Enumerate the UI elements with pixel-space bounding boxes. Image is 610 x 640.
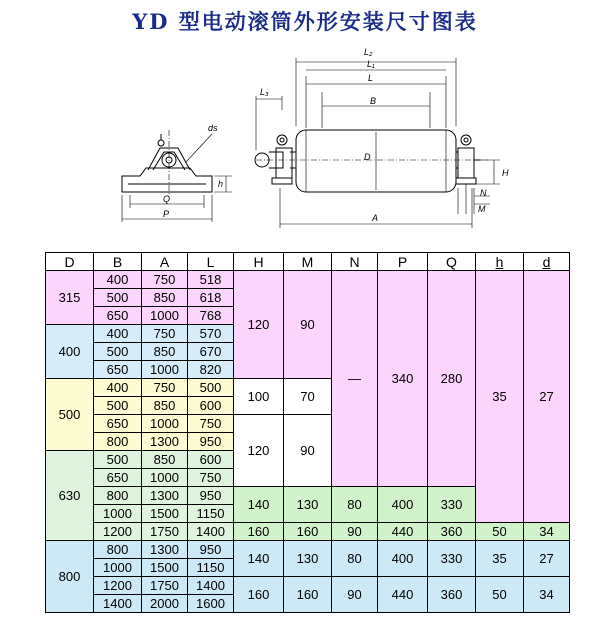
cell-B: 1400 [94,595,142,613]
cell-M: 90 [284,271,332,379]
cell-B: 650 [94,469,142,487]
cell-B: 650 [94,307,142,325]
cell-M: 160 [284,577,332,613]
cell-A: 1500 [142,559,188,577]
cell-A: 1500 [142,505,188,523]
cell-L: 570 [188,325,234,343]
cell-L: 618 [188,289,234,307]
label-M: M [478,204,486,214]
cell-L: 600 [188,451,234,469]
column-header: Q [428,253,476,271]
cell-B: 800 [94,433,142,451]
cell-D: 630 [46,451,94,541]
cell-A: 850 [142,289,188,307]
cell-B: 1200 [94,523,142,541]
cell-B: 500 [94,397,142,415]
cell-d: 27 [524,541,570,577]
cell-M: 90 [284,415,332,487]
column-header: M [284,253,332,271]
cell-A: 1300 [142,541,188,559]
cell-D: 400 [46,325,94,379]
column-header: N [332,253,378,271]
cell-H: 140 [234,487,284,523]
cell-N: 90 [332,577,378,613]
column-header: H [234,253,284,271]
cell-B: 1000 [94,559,142,577]
cell-Q: 330 [428,487,476,523]
cell-M: 160 [284,523,332,541]
cell-A: 850 [142,343,188,361]
cell-P: 440 [378,523,428,541]
column-header: d [524,253,570,271]
cell-A: 1000 [142,469,188,487]
cell-B: 800 [94,541,142,559]
table-row [46,541,570,559]
column-header: P [378,253,428,271]
cell-M: 130 [284,541,332,577]
cell-D: 500 [46,379,94,451]
cell-B: 500 [94,289,142,307]
cell-N: 80 [332,541,378,577]
cell-A: 1300 [142,433,188,451]
cell-Q: 330 [428,541,476,577]
cell-L: 750 [188,469,234,487]
cell-A: 750 [142,325,188,343]
cell-B: 1200 [94,577,142,595]
cell-P: 340 [378,271,428,487]
label-ds: ds [208,123,218,133]
end-view-drawing [122,130,232,222]
label-h: h [218,179,224,189]
label-P: P [163,209,170,219]
label-A: A [372,213,379,223]
label-L: L [368,73,374,83]
label-L1: L₁ [367,59,375,69]
cell-h: 50 [476,523,524,541]
cell-L: 500 [188,379,234,397]
label-Q: Q [163,194,171,204]
cell-L: 768 [188,307,234,325]
cell-d: 27 [524,271,570,523]
cell-L: 600 [188,397,234,415]
label-N: N [480,188,487,198]
cell-A: 750 [142,379,188,397]
cell-D: 315 [46,271,94,325]
cell-H: 140 [234,541,284,577]
cell-B: 1000 [94,505,142,523]
drum-dimension-drawings [0,0,610,250]
cell-P: 400 [378,487,428,523]
cell-h: 35 [476,271,524,523]
cell-Q: 360 [428,577,476,613]
cell-B: 500 [94,343,142,361]
cell-B: 400 [94,325,142,343]
cell-L: 1400 [188,523,234,541]
cell-L: 950 [188,433,234,451]
cell-L: 950 [188,487,234,505]
cell-L: 750 [188,415,234,433]
cell-A: 1750 [142,577,188,595]
cell-B: 800 [94,487,142,505]
cell-h: 35 [476,541,524,577]
cell-B: 400 [94,379,142,397]
cell-B: 650 [94,415,142,433]
cell-L: 518 [188,271,234,289]
cell-B: 650 [94,361,142,379]
column-header: A [142,253,188,271]
cell-Q: 360 [428,523,476,541]
cell-L: 670 [188,343,234,361]
cell-L: 1400 [188,577,234,595]
cell-L: 1600 [188,595,234,613]
column-header: L [188,253,234,271]
dimension-table [45,252,570,613]
table-row [46,271,570,289]
cell-A: 850 [142,397,188,415]
cell-N: — [332,271,378,487]
label-L3: L₃ [260,87,269,97]
cell-P: 400 [378,541,428,577]
cell-M: 130 [284,487,332,523]
page-title: YD 型电动滚筒外形安装尺寸图表 [132,9,478,34]
cell-A: 750 [142,271,188,289]
cell-H: 160 [234,577,284,613]
label-D: D [364,152,371,162]
cell-L: 950 [188,541,234,559]
cell-h: 50 [476,577,524,613]
label-H: H [502,168,509,178]
cell-A: 1000 [142,361,188,379]
cell-D: 800 [46,541,94,613]
column-header: B [94,253,142,271]
column-header: D [46,253,94,271]
cell-H: 100 [234,379,284,415]
cell-A: 1300 [142,487,188,505]
table-row [46,577,570,595]
cell-P: 440 [378,577,428,613]
end-view-dimension-labels [163,123,223,219]
table-header-row [46,253,570,271]
cell-A: 1000 [142,415,188,433]
cell-H: 160 [234,523,284,541]
table-row [46,523,570,541]
cell-N: 80 [332,487,378,523]
label-L2: L₂ [364,47,373,57]
cell-A: 2000 [142,595,188,613]
cell-L: 1150 [188,559,234,577]
cell-A: 850 [142,451,188,469]
cell-L: 1150 [188,505,234,523]
label-B: B [370,96,377,106]
side-view-drawing [255,58,500,228]
column-header: h [476,253,524,271]
cell-H: 120 [234,271,284,379]
cell-A: 1750 [142,523,188,541]
cell-Q: 280 [428,271,476,487]
cell-d: 34 [524,523,570,541]
cell-L: 820 [188,361,234,379]
cell-H: 120 [234,415,284,487]
cell-A: 1000 [142,307,188,325]
cell-B: 500 [94,451,142,469]
cell-M: 70 [284,379,332,415]
cell-N: 90 [332,523,378,541]
cell-B: 400 [94,271,142,289]
cell-d: 34 [524,577,570,613]
